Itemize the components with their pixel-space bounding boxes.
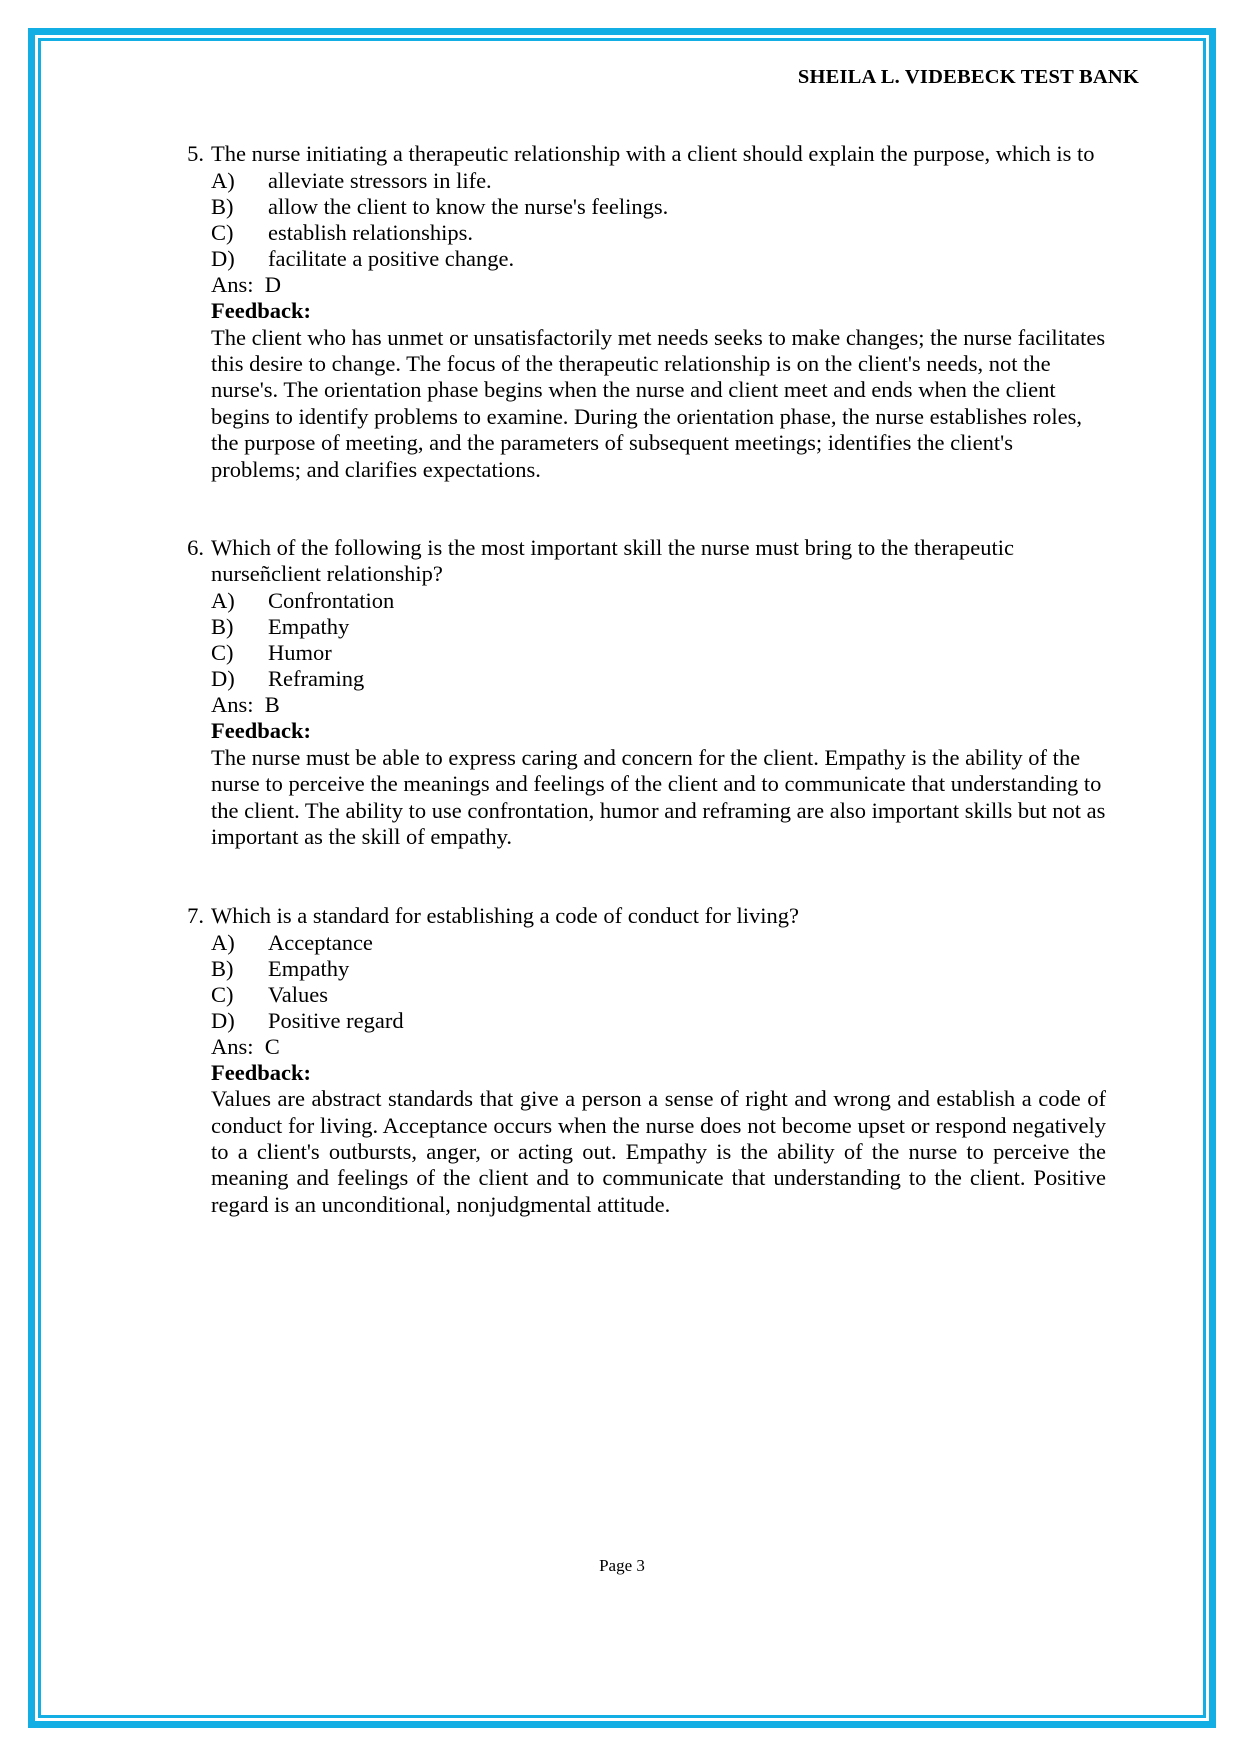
option-d[interactable] xyxy=(211,246,1106,272)
option-label: Humor xyxy=(268,640,332,666)
question-number: 6. xyxy=(187,535,204,561)
option-c[interactable] xyxy=(211,982,1106,1008)
questions-container xyxy=(60,141,1184,1218)
feedback-text: The client who has unmet or unsatisfactorily met needs seeks to make changes; the nurse facilitates this desire to change. The focus of the therapeutic relationship is on the client's needs, not the nurse's. The orientation phase begins when the nurse and client meet and ends when the client begins to identify problems to examine. During the orientation phase, the nurse establishes roles, the purpose of meeting, and the parameters of subsequent meetings; identifies the client's problems; and clarifies expectations. xyxy=(211,324,1106,482)
option-letter: D) xyxy=(211,666,235,692)
feedback-label: Feedback: xyxy=(211,1059,311,1085)
document-header-title: SHEILA L. VIDEBECK TEST BANK xyxy=(797,66,1139,88)
option-letter: A) xyxy=(211,588,235,614)
option-a[interactable] xyxy=(211,930,1106,956)
question-stem xyxy=(178,903,1106,929)
page-footer: Page 3 xyxy=(599,1556,645,1575)
option-letter: C) xyxy=(211,640,234,666)
option-d[interactable] xyxy=(211,666,1106,692)
question-text: The nurse initiating a therapeutic relationship with a client should explain the purpose, which is to xyxy=(211,141,1095,166)
option-label: alleviate stressors in life. xyxy=(268,168,492,194)
option-letter: B) xyxy=(211,955,234,981)
question-block xyxy=(178,141,1106,483)
answer-options xyxy=(178,168,1106,272)
answer-options xyxy=(178,588,1106,692)
question-stem xyxy=(178,535,1106,587)
option-label: allow the client to know the nurse's feelings. xyxy=(268,194,669,220)
option-label: Positive regard xyxy=(268,1007,404,1033)
option-letter: B) xyxy=(211,614,234,640)
option-a[interactable] xyxy=(211,168,1106,194)
option-letter: A) xyxy=(211,929,235,955)
option-label: facilitate a positive change. xyxy=(268,246,515,272)
option-label: establish relationships. xyxy=(268,220,473,246)
option-letter: B) xyxy=(211,194,234,220)
option-d[interactable] xyxy=(211,1008,1106,1034)
option-label: Empathy xyxy=(268,955,350,981)
option-b[interactable] xyxy=(211,194,1106,220)
question-block xyxy=(178,903,1106,1219)
answer-options xyxy=(178,930,1106,1034)
option-label: Empathy xyxy=(268,614,350,640)
option-label: Values xyxy=(268,981,328,1007)
question-text: Which of the following is the most important skill the nurse must bring to the therapeutic nurseñclient relationship? xyxy=(211,535,1014,587)
answer-line: Ans: D xyxy=(211,272,282,298)
option-letter: A) xyxy=(211,168,235,194)
option-b[interactable] xyxy=(211,614,1106,640)
question-stem xyxy=(178,141,1106,167)
answer-line: Ans: C xyxy=(211,1033,280,1059)
question-block xyxy=(178,535,1106,850)
option-a[interactable] xyxy=(211,588,1106,614)
feedback-text: The nurse must be able to express caring and concern for the client. Empathy is the ability of the nurse to perceive the meanings and feelings of the client and to communicate that understanding to the client. The ability to use confrontation, humor and reframing are also important skills but not as important as the skill of empathy. xyxy=(211,744,1106,850)
feedback-label: Feedback: xyxy=(211,718,311,744)
option-c[interactable] xyxy=(211,220,1106,246)
question-text: Which is a standard for establishing a code of conduct for living? xyxy=(211,902,799,928)
option-label: Acceptance xyxy=(268,929,373,955)
option-letter: C) xyxy=(211,981,234,1007)
option-letter: C) xyxy=(211,220,234,246)
option-label: Reframing xyxy=(268,666,365,692)
option-letter: D) xyxy=(211,1007,235,1033)
option-letter: D) xyxy=(211,246,235,272)
question-number: 7. xyxy=(187,902,204,928)
feedback-label: Feedback: xyxy=(211,298,311,324)
feedback-text: Values are abstract standards that give a person a sense of right and wrong and establish a code of conduct for living. Acceptance occurs when the nurse does not become upset or respond negatively to a client's outbursts, anger, or acting out. Empathy is the ability of the nurse to perceive the meaning and feelings of the client and to communicate that understanding to the client. Positive regard is an unconditional, nonjudgmental attitude. xyxy=(211,1086,1106,1217)
option-b[interactable] xyxy=(211,956,1106,982)
question-number: 5. xyxy=(187,141,204,166)
option-label: Confrontation xyxy=(268,588,395,614)
answer-line: Ans: B xyxy=(211,692,280,718)
option-c[interactable] xyxy=(211,640,1106,666)
page-content xyxy=(60,52,1184,1704)
